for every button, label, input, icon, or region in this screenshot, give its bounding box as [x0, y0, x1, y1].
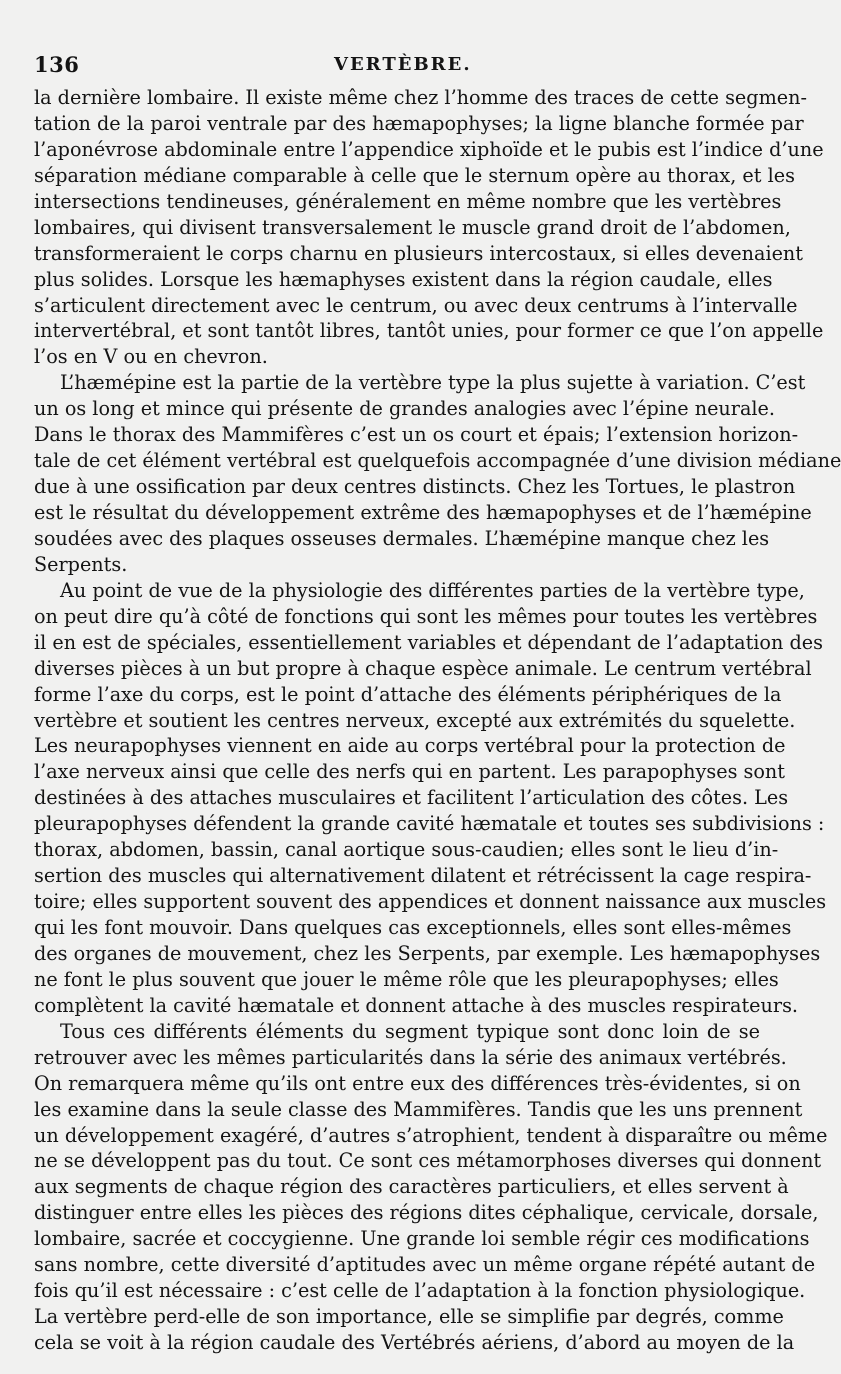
- text-line: diverses pièces à un but propre à chaque espèce animale. Le centrum vertébral: [34, 656, 812, 680]
- text-line: pleurapophyses défendent la grande cavité hæmatale et toutes ses subdivisions :: [34, 812, 825, 836]
- text-line: L’hæmépine est la partie de la vertèbre type la plus sujette à variation. C’est: [60, 371, 806, 395]
- text-line: Tous ces différents éléments du segment typique sont donc loin de se: [60, 1019, 760, 1043]
- text-line: l’os en V ou en chevron.: [34, 345, 268, 369]
- text-line: Dans le thorax des Mammifères c’est un os court et épais; l’extension horizon-: [34, 423, 799, 447]
- text-line: intervertébral, et sont tantôt libres, tantôt unies, pour former ce que l’on appelle: [34, 319, 824, 343]
- text-line: Serpents.: [34, 552, 128, 576]
- text-line: est le résultat du développement extrême des hæmapophyses et de l’hæmépine: [34, 501, 812, 524]
- text-line: sans nombre, cette diversité d’aptitudes avec un même organe répété autant de: [34, 1253, 816, 1277]
- text-line: tation de la paroi ventrale par des hæmapophyses; la ligne blanche formée par: [34, 111, 804, 135]
- text-line: transformeraient le corps charnu en plusieurs intercostaux, si elles devenaient: [34, 241, 803, 265]
- text-line: un os long et mince qui présente de grandes analogies avec l’épine neurale.: [34, 397, 775, 421]
- text-line: lombaires, qui divisent transversalement le muscle grand droit de l’abdomen,: [34, 215, 791, 239]
- text-line: ne font le plus souvent que jouer le même rôle que les pleurapophyses; elles: [34, 967, 779, 991]
- text-line: qui les font mouvoir. Dans quelques cas exceptionnels, elles sont elles-mêmes: [34, 916, 792, 939]
- text-line: Les neurapophyses viennent en aide au corps vertébral pour la protection de: [34, 734, 786, 758]
- text-line: sertion des muscles qui alternativement dilatent et rétrécissent la cage respira-: [34, 864, 812, 888]
- text-line: complètent la cavité hæmatale et donnent attache à des muscles respirateurs.: [34, 993, 799, 1017]
- text-line: séparation médiane comparable à celle que le sternum opère au thorax, et les: [34, 163, 795, 187]
- text-line: Au point de vue de la physiologie des différentes parties de la vertèbre type,: [60, 578, 805, 602]
- text-line: vertèbre et soutient les centres nerveux, excepté aux extrémités du squelette.: [34, 708, 796, 732]
- page-header: [34, 52, 760, 82]
- text-line: on peut dire qu’à côté de fonctions qui sont les mêmes pour toutes les vertèbres: [34, 604, 818, 628]
- text-line: lombaire, sacrée et coccygienne. Une grande loi semble régir ces modifications: [34, 1227, 810, 1251]
- text-line: la dernière lombaire. Il existe même chez l’homme des traces de cette segmen-: [34, 86, 807, 109]
- text-line: distinguer entre elles les pièces des régions dites céphalique, cervicale, dorsale,: [34, 1201, 819, 1225]
- text-line: un développement exagéré, d’autres s’atrophient, tendent à disparaître ou même: [34, 1123, 828, 1147]
- text-line: tale de cet élément vertébral est quelquefois accompagnée d’une division médiane: [34, 449, 841, 473]
- text-line: destinées à des attaches musculaires et facilitent l’articulation des côtes. Les: [34, 786, 789, 810]
- text-line: retrouver avec les mêmes particularités dans la série des animaux vertébrés.: [34, 1045, 787, 1069]
- text-line: l’aponévrose abdominale entre l’appendice xiphoïde et le pubis est l’indice d’une: [34, 137, 824, 161]
- text-line: toire; elles supportent souvent des appendices et donnent naissance aux muscles: [34, 890, 827, 914]
- text-line: intersections tendineuses, généralement en même nombre que les vertèbres: [34, 189, 782, 213]
- text-line: s’articulent directement avec le centrum, ou avec deux centrums à l’intervalle: [34, 293, 798, 317]
- text-line: des organes de mouvement, chez les Serpents, par exemple. Les hæmapophyses: [34, 941, 821, 965]
- page-number: 136: [34, 52, 80, 77]
- text-line: soudées avec des plaques osseuses dermales. L’hæmépine manque chez les: [34, 526, 770, 550]
- text-line: plus solides. Lorsque les hæmaphyses existent dans la région caudale, elles: [34, 267, 773, 291]
- text-line: il en est de spéciales, essentiellement variables et dépendant de l’adaptation des: [34, 630, 823, 654]
- text-line: On remarquera même qu’ils ont entre eux des différences très-évidentes, si on: [34, 1071, 801, 1095]
- text-line: forme l’axe du corps, est le point d’attache des éléments périphériques de la: [34, 682, 782, 706]
- text-line: fois qu’il est nécessaire : c’est celle de l’adaptation à la fonction physiologique.: [34, 1279, 806, 1303]
- text-line: La vertèbre perd-elle de son importance, elle se simplifie par degrés, comme: [34, 1305, 784, 1329]
- text-line: les examine dans la seule classe des Mammifères. Tandis que les uns prennent: [34, 1097, 803, 1121]
- running-title: VERTÈBRE.: [334, 54, 472, 75]
- text-line: cela se voit à la région caudale des Vertébrés aériens, d’abord au moyen de la: [34, 1331, 795, 1354]
- text-line: due à une ossification par deux centres distincts. Chez les Tortues, le plastron: [34, 475, 796, 499]
- text-line: l’axe nerveux ainsi que celle des nerfs qui en partent. Les parapophyses sont: [34, 760, 785, 784]
- text-line: thorax, abdomen, bassin, canal aortique sous-caudien; elles sont le lieu d’in-: [34, 838, 779, 862]
- text-line: ne se développent pas du tout. Ce sont ces métamorphoses diverses qui donnent: [34, 1149, 822, 1173]
- body-text: [34, 85, 841, 1356]
- text-line: aux segments de chaque région des caractères particuliers, et elles servent à: [34, 1175, 789, 1199]
